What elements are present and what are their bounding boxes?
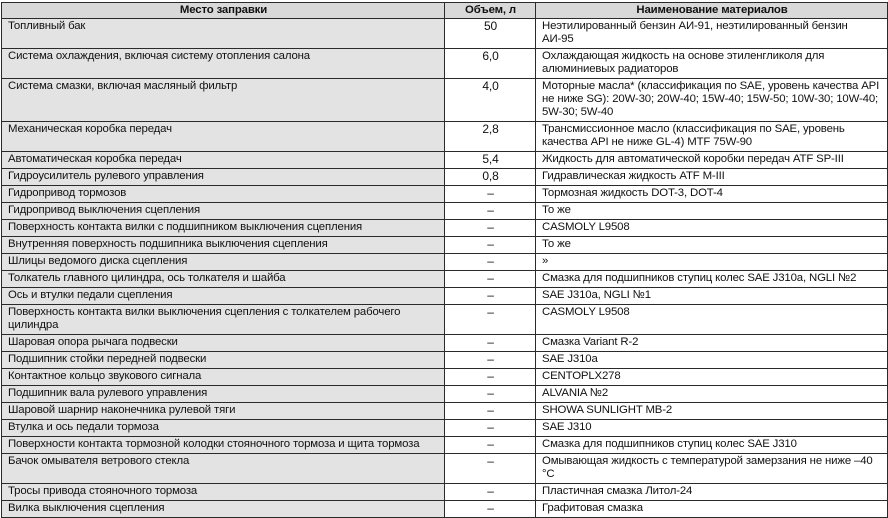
place-cell: Подшипник стойки передней подвески <box>2 352 445 369</box>
table-row <box>2 220 888 237</box>
table-row <box>2 203 888 220</box>
table-body <box>2 19 888 518</box>
volume-cell: – <box>445 305 536 335</box>
materials-cell: То же <box>536 203 888 220</box>
volume-cell: – <box>445 454 536 484</box>
place-cell: Система смазки, включая масляный фильтр <box>2 79 445 122</box>
materials-cell: Графитовая смазка <box>536 501 888 518</box>
table-row <box>2 386 888 403</box>
table-row <box>2 403 888 420</box>
table-row <box>2 335 888 352</box>
materials-cell: Охлаждающая жидкость на основе этиленгликоля для алюминиевых радиаторов <box>536 49 888 79</box>
volume-cell: 6,0 <box>445 49 536 79</box>
volume-cell: 4,0 <box>445 79 536 122</box>
volume-cell: 5,4 <box>445 152 536 169</box>
header-place: Место заправки <box>2 3 445 19</box>
table-row <box>2 288 888 305</box>
table-row <box>2 79 888 122</box>
place-cell: Поверхности контакта тормозной колодки стояночного тормоза и щита тормоза <box>2 437 445 454</box>
volume-cell: 0,8 <box>445 169 536 186</box>
place-cell: Гидропривод выключения сцепления <box>2 203 445 220</box>
volume-cell: – <box>445 288 536 305</box>
place-cell: Бачок омывателя ветрового стекла <box>2 454 445 484</box>
place-cell: Ось и втулки педали сцепления <box>2 288 445 305</box>
materials-cell: Пластичная смазка Литол-24 <box>536 484 888 501</box>
header-volume: Объем, л <box>445 3 536 19</box>
volume-cell: – <box>445 237 536 254</box>
table-header-row <box>2 3 888 19</box>
place-cell: Шаровой шарнир наконечника рулевой тяги <box>2 403 445 420</box>
table-row <box>2 271 888 288</box>
volume-cell: – <box>445 271 536 288</box>
table-row <box>2 420 888 437</box>
volume-cell: – <box>445 369 536 386</box>
place-cell: Втулка и ось педали тормоза <box>2 420 445 437</box>
place-cell: Поверхность контакта вилки выключения сцепления с толкателем рабочего цилиндра <box>2 305 445 335</box>
table-row <box>2 254 888 271</box>
table-row <box>2 186 888 203</box>
table-row <box>2 369 888 386</box>
table-row <box>2 19 888 49</box>
place-cell: Гидроусилитель рулевого управления <box>2 169 445 186</box>
volume-cell: – <box>445 403 536 420</box>
materials-cell: SAE J310 <box>536 420 888 437</box>
place-cell: Поверхность контакта вилки с подшипником выключения сцепления <box>2 220 445 237</box>
materials-cell: Моторные масла* (классификация по SAE, уровень качества API не ниже SG): 20W-30; 20W-40; 15W-40; 15W-50; 10W-30; 10W-40; 5W-30; 5W-40 <box>536 79 888 122</box>
table-row <box>2 352 888 369</box>
place-cell: Система охлаждения, включая систему отопления салона <box>2 49 445 79</box>
volume-cell: – <box>445 501 536 518</box>
table-row <box>2 305 888 335</box>
volume-cell: – <box>445 420 536 437</box>
volume-cell: – <box>445 220 536 237</box>
materials-cell: » <box>536 254 888 271</box>
materials-cell: Омывающая жидкость с температурой замерзания не ниже –40 °С <box>536 454 888 484</box>
place-cell: Шлицы ведомого диска сцепления <box>2 254 445 271</box>
materials-cell: Гидравлическая жидкость ATF M-III <box>536 169 888 186</box>
materials-cell: SHOWA SUNLIGHT MB-2 <box>536 403 888 420</box>
table-row <box>2 49 888 79</box>
place-cell: Шаровая опора рычага подвески <box>2 335 445 352</box>
place-cell: Внутренняя поверхность подшипника выключения сцепления <box>2 237 445 254</box>
volume-cell: 2,8 <box>445 122 536 152</box>
place-cell: Толкатель главного цилиндра, ось толкателя и шайба <box>2 271 445 288</box>
header-materials: Наименование материалов <box>536 3 888 19</box>
materials-cell: SAE J310a <box>536 352 888 369</box>
place-cell: Гидропривод тормозов <box>2 186 445 203</box>
table-row <box>2 237 888 254</box>
table-row <box>2 437 888 454</box>
materials-cell: Смазка Variant R-2 <box>536 335 888 352</box>
volume-cell: – <box>445 386 536 403</box>
volume-cell: – <box>445 352 536 369</box>
place-cell: Тросы привода стояночного тормоза <box>2 484 445 501</box>
volume-cell: 50 <box>445 19 536 49</box>
volume-cell: – <box>445 484 536 501</box>
materials-cell: Трансмиссионное масло (классификация по SAE, уровень качества API не ниже GL-4) MTF 75W-90 <box>536 122 888 152</box>
materials-cell: Смазка для подшипников ступиц колес SAE J310a, NGLI №2 <box>536 271 888 288</box>
volume-cell: – <box>445 254 536 271</box>
materials-cell: SAE J310a, NGLI №1 <box>536 288 888 305</box>
materials-cell: CENTOPLX278 <box>536 369 888 386</box>
volume-cell: – <box>445 437 536 454</box>
materials-cell: Жидкость для автоматической коробки передач ATF SP-III <box>536 152 888 169</box>
place-cell: Вилка выключения сцепления <box>2 501 445 518</box>
place-cell: Топливный бак <box>2 19 445 49</box>
materials-cell: Тормозная жидкость DOT-3, DOT-4 <box>536 186 888 203</box>
volume-cell: – <box>445 186 536 203</box>
materials-cell: CASMOLY L9508 <box>536 305 888 335</box>
materials-cell: CASMOLY L9508 <box>536 220 888 237</box>
table-row <box>2 484 888 501</box>
materials-cell: Смазка для подшипников ступиц колес SAE J310 <box>536 437 888 454</box>
materials-cell: ALVANIA №2 <box>536 386 888 403</box>
place-cell: Автоматическая коробка передач <box>2 152 445 169</box>
table-row <box>2 501 888 518</box>
place-cell: Контактное кольцо звукового сигнала <box>2 369 445 386</box>
place-cell: Механическая коробка передач <box>2 122 445 152</box>
table-row <box>2 152 888 169</box>
lubricants-table <box>1 2 888 518</box>
table-row <box>2 122 888 152</box>
materials-cell: Неэтилированный бензин АИ-91, неэтилированный бензин АИ-95 <box>536 19 888 49</box>
table-row <box>2 169 888 186</box>
materials-cell: То же <box>536 237 888 254</box>
volume-cell: – <box>445 335 536 352</box>
place-cell: Подшипник вала рулевого управления <box>2 386 445 403</box>
table-row <box>2 454 888 484</box>
volume-cell: – <box>445 203 536 220</box>
